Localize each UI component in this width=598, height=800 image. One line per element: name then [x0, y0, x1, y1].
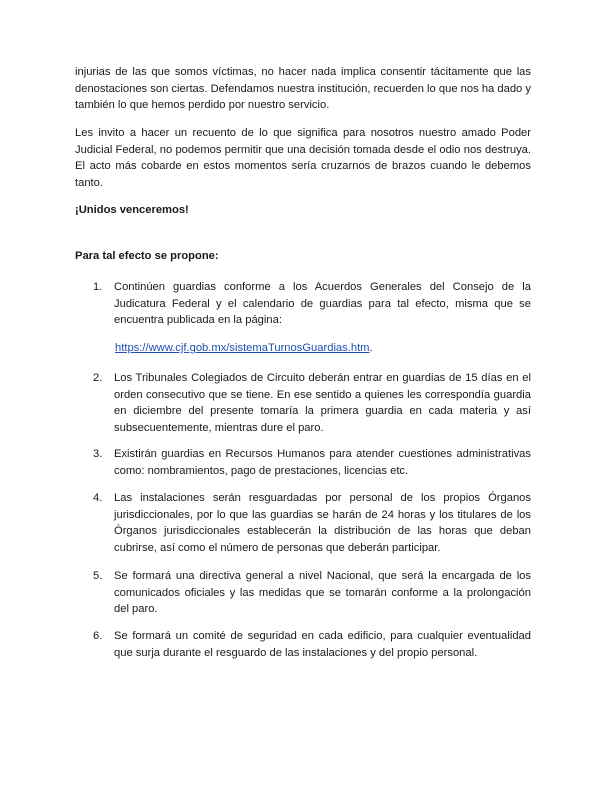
- list-item-1: [93, 279, 531, 329]
- guardias-link[interactable]: https://www.cjf.gob.mx/sistemaTurnosGuardias.htm: [115, 342, 370, 354]
- proposal-heading: Para tal efecto se propone:: [75, 250, 219, 262]
- list-number: 6.: [93, 630, 103, 642]
- paragraph-recuento: Les invito a hacer un recuento de lo que significa para nosotros nuestro amado Poder Judicial Federal, no podemos permitir que una decisión tomada desde el odio nos destruya. El acto más cobarde en estos momentos sería cruzarnos de brazos cuando le debemos tanto.: [75, 127, 531, 189]
- list-number: 5.: [93, 570, 103, 582]
- list-number: 3.: [93, 448, 103, 460]
- paragraph-injurias: injurias de las que somos víctimas, no hacer nada implica consentir tácitamente que las denostaciones son ciertas. Defendamos nuestra institución, recuerden lo que nos ha dado y también lo que hemos perdido por nuestro servicio.: [75, 66, 531, 112]
- list-item-5: [93, 568, 531, 618]
- list-item-3: [93, 446, 531, 479]
- motto: ¡Unidos venceremos!: [75, 204, 189, 216]
- list-number: 4.: [93, 492, 103, 504]
- list-text: Existirán guardias en Recursos Humanos para atender cuestiones administrativas como: nombramientos, pago de prestaciones, licencias etc.: [114, 448, 531, 477]
- list-item-4: [93, 490, 531, 556]
- list-item-6: [93, 628, 531, 661]
- list-item-2: [93, 370, 531, 436]
- list-number: 1.: [93, 281, 103, 293]
- guardias-link-line: [115, 340, 373, 357]
- list-number: 2.: [93, 372, 103, 384]
- list-text: Continúen guardias conforme a los Acuerdos Generales del Consejo de la Judicatura Federal y el calendario de guardias para tal efecto, misma que se encuentra publicada en la página:: [114, 281, 531, 327]
- list-text: Las instalaciones serán resguardadas por personal de los propios Órganos jurisdiccionales, por lo que las guardias se harán de 24 horas y los titulares de los Órganos jurisdiccionales establecerán la distribución de las horas que deban cubrirse, así como el número de personas que deberán participar.: [114, 492, 531, 554]
- list-text: Los Tribunales Colegiados de Circuito deberán entrar en guardias de 15 días en el orden consecutivo que se tiene. En ese sentido a quienes les correspondía guardia en diciembre del presente tomaría la primera guardia en cada materia y así subsecuentemente, mientras dure el paro.: [114, 372, 531, 434]
- list-text: Se formará un comité de seguridad en cada edificio, para cualquier eventualidad que surja durante el resguardo de las instalaciones y del propio personal.: [114, 630, 531, 659]
- list-text: Se formará una directiva general a nivel Nacional, que será la encargada de los comunicados oficiales y las medidas que se tomarán conforme a la prolongación del paro.: [114, 570, 531, 616]
- link-trailing-period: .: [369, 342, 373, 354]
